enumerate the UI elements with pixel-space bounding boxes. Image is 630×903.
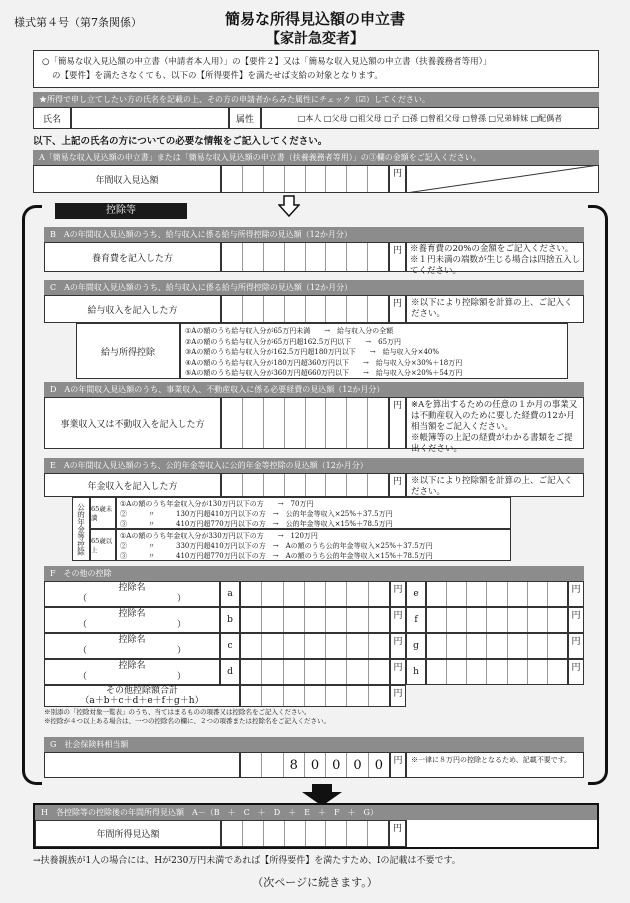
deduction-name-b[interactable] bbox=[44, 607, 220, 633]
deduction-name-label: 控除名 bbox=[118, 635, 146, 645]
nenkin-row: ①Aの額のうち年金収入分が130万円以下の方 → 70万円 bbox=[120, 500, 314, 508]
kyuyo-row: ②Aの額のうち給与収入分が65万円超162.5万円以下 → 65万円 bbox=[185, 337, 402, 346]
section-e-band: E Aの年間収入見込額のうち、公的年金等収入に公的年金等控除の見込額（12か月分） bbox=[44, 458, 584, 473]
deduction-total-digits[interactable] bbox=[240, 685, 390, 707]
deduction-total-label bbox=[44, 685, 240, 707]
nenkin-table-o65 bbox=[116, 529, 511, 561]
section-f-notes bbox=[44, 708, 330, 726]
left-bracket bbox=[22, 205, 42, 785]
deduction-digits-d[interactable] bbox=[240, 659, 390, 685]
section-b-unit: 円 bbox=[389, 242, 406, 272]
kyuyo-row: ③Aの額のうち給与収入分が162.5万円超180万円以下 → 給与収入分×40% bbox=[185, 348, 440, 356]
section-e-note: ※以下により控除額を計算の上、ご記入ください。 bbox=[406, 473, 584, 497]
section-b-digits[interactable] bbox=[221, 242, 389, 272]
digit: 0 bbox=[374, 757, 383, 773]
deduction-key-g: g bbox=[406, 633, 426, 659]
section-c-label: 給与収入を記入した方 bbox=[44, 295, 221, 323]
deduction-name-paren: （ ） bbox=[77, 672, 186, 682]
kyuyo-row: ④Aの額のうち給与収入分が180万円超360万円以下 → 給与収入分×30%＋18万円 bbox=[185, 358, 463, 367]
digit: 0 bbox=[326, 753, 347, 777]
attr-checkboxes[interactable]: □本人 □父母 □祖父母 □子 □孫 □曾祖父母 □曾孫 □兄弟姉妹 □配偶者 bbox=[261, 107, 599, 129]
nenkin-row: ①Aの額のうち年金収入分が330万円以下の方 → 120万円 bbox=[120, 532, 318, 540]
section-e-label: 年金収入を記入した方 bbox=[44, 473, 221, 497]
arrow-down-icon bbox=[278, 195, 300, 217]
deduction-name-label: 控除名 bbox=[118, 609, 146, 619]
section-g-blank bbox=[44, 752, 240, 778]
form-number: 様式第４号（第7条関係） bbox=[14, 16, 142, 29]
section-h-blank bbox=[406, 820, 597, 847]
deduction-key-f: f bbox=[406, 607, 426, 633]
deduction-key-e: e bbox=[406, 581, 426, 607]
section-b-note bbox=[406, 242, 584, 276]
name-label: 氏名 bbox=[33, 107, 71, 129]
section-h-unit: 円 bbox=[389, 820, 406, 847]
continue-text: （次ページに続きます。） bbox=[252, 876, 378, 889]
intro-line-1: ○「簡易な収入見込額の申立書（申請者本人用）」の【要件２】又は「簡易な収入見込額の申立書（扶養義務者等用）」 bbox=[42, 57, 492, 67]
section-c-note: ※以下により控除額を計算の上、ご記入ください。 bbox=[406, 295, 584, 323]
nenkin-vlabel: 公的年金等控除 bbox=[72, 497, 90, 561]
applicant-band: ★所得で申し立てしたい方の氏名を記載の上、その方の申請者からみた属性にチェック（☑）してください。 bbox=[33, 92, 599, 107]
attr-label: 属性 bbox=[229, 107, 261, 129]
digit: 0 bbox=[305, 753, 326, 777]
deduction-name-label: 控除名 bbox=[118, 583, 146, 593]
section-a-band: A「簡易な収入見込額の申立書」または「簡易な収入見込額の申立書（扶養義務者等用）」の③欄の金額をご記入ください。 bbox=[33, 150, 599, 165]
deduction-unit-c: 円 bbox=[390, 633, 406, 659]
section-g-band: G 社会保険料相当額 bbox=[44, 737, 584, 752]
section-h-digits[interactable] bbox=[221, 820, 389, 847]
nenkin-row: ② 〃 330万円超410万円以下の方 → Aの額のうち公的年金等収入×25%＋37.5万円 bbox=[120, 542, 433, 550]
section-d-note-1: ※Aを算出するための任意の１か月の事業又は不動産収入のために要した経費の12か月相当額をご記入ください。 bbox=[411, 400, 578, 432]
deduction-name-a[interactable] bbox=[44, 581, 220, 607]
total-label-text: その他控除額合計 bbox=[105, 686, 178, 696]
kyuyo-table bbox=[180, 323, 568, 379]
deduction-key-b: b bbox=[220, 607, 240, 633]
nenkin-row: ③ 〃 410万円超770万円以下の方 → Aの額のうち公的年金等収入×15%＋78.5万円 bbox=[120, 552, 433, 560]
kyuyo-row: ⑤Aの額のうち給与収入分が360万円超660万円以下 → 給与収入分×20%＋54万円 bbox=[185, 369, 463, 377]
deduction-key-h: h bbox=[406, 659, 426, 685]
deduction-unit-d: 円 bbox=[390, 659, 406, 685]
deduction-key-a: a bbox=[220, 581, 240, 607]
deduction-unit-h: 円 bbox=[568, 659, 584, 685]
deduction-digits-c[interactable] bbox=[240, 633, 390, 659]
section-f-note-1: ※別添の「控除対象一覧表」のうち、当てはまるものの項番又は控除名をご記入ください。 bbox=[44, 708, 311, 716]
footer-note: →扶養親族が1人の場合には、Hが230万円未満であれば【所得要件】を満たすため、Iの記載は不要です。 bbox=[33, 856, 461, 866]
section-f-note-2: ※控除が４つ以上ある場合は、一つの控除名の欄に、２つの項番または控除名をご記入ください。 bbox=[44, 717, 330, 725]
kojo-tag: 控除等 bbox=[55, 203, 187, 219]
section-f-band: F その他の控除 bbox=[44, 566, 584, 581]
deduction-name-paren: （ ） bbox=[77, 620, 186, 630]
section-g-digits bbox=[240, 752, 390, 778]
section-d-digits[interactable] bbox=[221, 397, 389, 449]
section-d-label: 事業収入又は不動収入を記入した方 bbox=[44, 397, 221, 449]
section-b-note-2: ※１円未満の端数が生じる場合は四捨五入してください。 bbox=[410, 255, 581, 276]
right-bracket bbox=[588, 205, 608, 785]
section-g-unit: 円 bbox=[390, 752, 406, 778]
followup-text: 以下、上記の氏名の方についての必要な情報をご記入してください。 bbox=[33, 136, 328, 147]
diagonal-line-icon bbox=[406, 165, 599, 193]
section-d-note-2: ※帳簿等の上記の経費がわかる書類をご提出ください。 bbox=[411, 433, 573, 454]
section-a-digits[interactable] bbox=[221, 165, 389, 193]
deduction-digits-e[interactable] bbox=[426, 581, 568, 607]
deduction-unit-e: 円 bbox=[568, 581, 584, 607]
deduction-unit-a: 円 bbox=[390, 581, 406, 607]
deduction-key-c: c bbox=[220, 633, 240, 659]
nenkin-table-u65 bbox=[116, 497, 511, 529]
name-field[interactable] bbox=[71, 107, 229, 129]
digit: 8 bbox=[284, 753, 305, 777]
deduction-key-d: d bbox=[220, 659, 240, 685]
section-d-note bbox=[406, 397, 584, 454]
deduction-unit-f: 円 bbox=[568, 607, 584, 633]
section-h-label: 年間所得見込額 bbox=[35, 820, 221, 847]
deduction-name-d[interactable] bbox=[44, 659, 220, 685]
section-a-blank bbox=[406, 165, 599, 193]
deduction-total-unit: 円 bbox=[390, 685, 406, 707]
deduction-unit-g: 円 bbox=[568, 633, 584, 659]
intro-note bbox=[33, 50, 599, 88]
section-d-band: D Aの年間収入見込額のうち、事業収入、不動産収入に係る必要経費の見込額（12か月分） bbox=[44, 382, 584, 397]
section-b-note-1: ※養育費の20%の金額をご記入ください。 bbox=[410, 244, 574, 254]
section-a-unit: 円 bbox=[389, 165, 406, 193]
intro-line-2: の【要件】を満たさなくても、以下の【所得要件】を満たせば支給の対象となります。 bbox=[52, 71, 383, 81]
age-over-65: 65歳以上 bbox=[90, 529, 116, 561]
section-g-note: ※一律に８万円の控除となるため、記載不要です。 bbox=[406, 752, 584, 778]
deduction-name-paren: （ ） bbox=[77, 646, 186, 656]
total-formula-text: （a＋b＋c＋d＋e＋f＋g＋h） bbox=[80, 696, 204, 706]
section-e-unit: 円 bbox=[389, 473, 406, 497]
section-a-label: 年間収入見込額 bbox=[33, 165, 221, 193]
section-c-unit: 円 bbox=[389, 295, 406, 323]
section-d-unit: 円 bbox=[389, 397, 406, 449]
age-under-65: 65歳未満 bbox=[90, 497, 116, 529]
deduction-digits-h[interactable] bbox=[426, 659, 568, 685]
section-b-band: B Aの年間収入見込額のうち、給与収入に係る給与所得控除の見込額（12か月分） bbox=[44, 227, 584, 242]
kyuyo-row: ①Aの額のうち給与収入分が65万円未満 → 給与収入分の全額 bbox=[185, 327, 394, 335]
section-h-band: H 各控除等の控除後の年間所得見込額 A－（B ＋ C ＋ D ＋ E ＋ F ＋ G） bbox=[35, 805, 597, 820]
nenkin-row: ② 〃 130万円超410万円以下の方 → 公的年金等収入×25%＋37.5万円 bbox=[120, 510, 393, 518]
digit: 0 bbox=[347, 753, 368, 777]
kyuyo-table-label: 給与所得控除 bbox=[76, 323, 180, 379]
deduction-name-label: 控除名 bbox=[118, 661, 146, 671]
page-subtitle: 【家計急変者】 bbox=[266, 31, 364, 47]
section-c-digits[interactable] bbox=[221, 295, 389, 323]
deduction-name-paren: （ ） bbox=[77, 594, 186, 604]
deduction-name-c[interactable] bbox=[44, 633, 220, 659]
deduction-digits-b[interactable] bbox=[240, 607, 390, 633]
page-title: 簡易な所得見込額の申立書 bbox=[224, 10, 405, 28]
section-e-digits[interactable] bbox=[221, 473, 389, 497]
deduction-digits-a[interactable] bbox=[240, 581, 390, 607]
deduction-digits-f[interactable] bbox=[426, 607, 568, 633]
section-c-band: C Aの年間収入見込額のうち、給与収入に係る給与所得控除の見込額（12か月分） bbox=[44, 280, 584, 295]
deduction-digits-g[interactable] bbox=[426, 633, 568, 659]
deduction-unit-b: 円 bbox=[390, 607, 406, 633]
section-b-label: 養育費を記入した方 bbox=[44, 242, 221, 272]
nenkin-row: ③ 〃 410万円超770万円以下の方 → 公的年金等収入×15%＋78.5万円 bbox=[120, 520, 393, 528]
